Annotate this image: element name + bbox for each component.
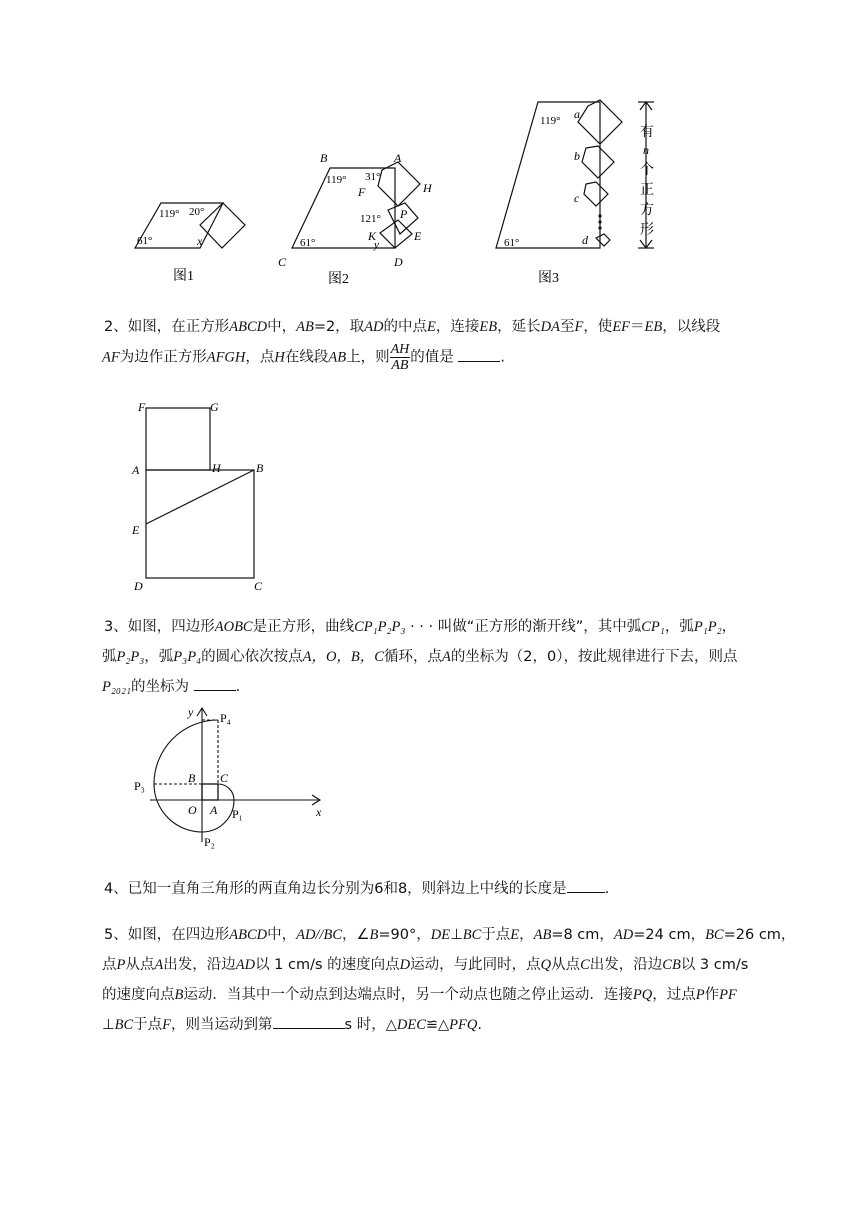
fig2-A: A xyxy=(394,151,402,165)
fig2-C: C xyxy=(278,255,287,269)
text-q5-B2: B xyxy=(174,987,184,1003)
fig2-F: F xyxy=(358,185,366,199)
text-q5-l1j: =26 cm， xyxy=(723,927,796,943)
text-q5-line3a: 的速度向点 xyxy=(102,987,175,1003)
text-q3-dots: · · · xyxy=(410,619,434,635)
q2fig-H: H xyxy=(212,461,221,475)
text-q2-AF: AF xyxy=(102,349,120,366)
fig3-b: b xyxy=(574,149,580,163)
text-q2-text-14: 上，则 xyxy=(346,349,390,366)
text-q2-E: E xyxy=(427,319,436,335)
text-q3-text-3: 叫做“正方形的渐开线”，其中弧 xyxy=(437,619,642,635)
text-q3-arc4: P₃P₄ xyxy=(173,649,202,665)
text-q2-EB2: EB xyxy=(644,319,663,335)
fig2-angle-61: 61° xyxy=(300,237,316,249)
text-q2-text-8: ，使 xyxy=(583,319,613,335)
q2fig-G: G xyxy=(210,400,219,414)
fig2-D: D xyxy=(394,255,403,269)
fig2-K: K xyxy=(368,229,377,243)
text-q5-F: F xyxy=(162,1017,172,1033)
text-q2-text-1: 如图，在正方形 xyxy=(127,319,230,335)
text-q5-line2b: 从点 xyxy=(125,957,155,973)
fig3-side-3: 正 xyxy=(640,183,654,198)
q3fig-P3: P₃ xyxy=(134,779,145,793)
text-q5-l1h: =8 cm， xyxy=(551,927,614,943)
text-q5-Q: Q xyxy=(540,957,552,973)
fig1-angle-61: 61° xyxy=(137,235,153,247)
text-q2-H: H xyxy=(274,349,285,366)
text-q5-CB: CB xyxy=(662,957,681,973)
question-5-line-3 xyxy=(102,980,802,1010)
answer-blank-q5[interactable] xyxy=(273,1028,345,1029)
question-5-line-2 xyxy=(102,950,802,980)
answer-blank-q4[interactable] xyxy=(567,892,605,893)
question-4 xyxy=(104,874,804,904)
text-q5-line3b: 运动．当其中一个动点到达端点时，另一个动点也随之停止运动．连接 xyxy=(183,987,633,1003)
fig3-caption: 图3 xyxy=(538,271,559,286)
text-q2-AB2: AB xyxy=(328,349,347,366)
figure-3 xyxy=(488,98,673,290)
text-q3-number: 3、 xyxy=(104,619,128,635)
question-3-line-3 xyxy=(102,672,802,702)
text-q5-cond1: AD//BC xyxy=(296,927,343,943)
text-q5-AD: AD xyxy=(613,927,634,943)
fig3-side-1: 有 xyxy=(640,125,654,140)
text-q5-line3d: 作 xyxy=(704,987,720,1003)
question-3 xyxy=(104,612,804,642)
text-q5-D: D xyxy=(399,957,411,973)
text-q3-text-10: 的坐标为（2，0），按此规律进行下去，则点 xyxy=(450,649,738,665)
text-q2-text-9: ＝ xyxy=(630,319,645,335)
text-q2-text-13: 在线段 xyxy=(284,349,329,366)
text-q5-line2h: 以 3 cm/s xyxy=(680,957,749,973)
q2fig-B: B xyxy=(256,461,264,475)
text-q5-l1e: ⊥ xyxy=(450,927,463,943)
text-q4-text: 4、已知一直角三角形的两直角边长分别为6和8，则斜边上中线的长度是 xyxy=(104,881,567,897)
text-q5-E: E xyxy=(510,927,520,943)
text-q3-curve: CP₁P₂P₃ xyxy=(354,619,406,635)
text-q3-text-4: ，弧 xyxy=(664,619,694,635)
fig2-angle-31: 31° xyxy=(365,171,381,183)
fig3-angle-119: 119° xyxy=(540,115,561,127)
text-q3-AOBC: AOBC xyxy=(214,619,253,635)
text-q5-line2d: 以 1 cm/s 的速度向点 xyxy=(255,957,400,973)
text-q5-ABCD: ABCD xyxy=(229,927,268,943)
q2fig-F: F xyxy=(138,400,146,414)
text-q3-arc1: CP₁ xyxy=(641,619,665,635)
text-q5-line4b: 于点 xyxy=(133,1017,163,1033)
figure-2 xyxy=(270,148,445,288)
q3fig-P2: P₂ xyxy=(204,835,215,849)
text-q2-text-11: 为边作正方形 xyxy=(119,349,207,366)
q2fig-C: C xyxy=(254,579,263,593)
text-q2-text-10: ，以线段 xyxy=(662,319,721,335)
text-q5-AD2: AD xyxy=(235,957,256,973)
question-5-line-4 xyxy=(102,1010,802,1040)
q3fig-P1: P₁ xyxy=(232,807,243,821)
text-q2-text-4: 的中点 xyxy=(383,319,428,335)
text-q5-l1g: ， xyxy=(519,927,534,943)
text-q3-P2021: P₂₀₂₁ xyxy=(102,679,132,695)
text-q3-arc3: P₂P₃ xyxy=(116,649,145,665)
text-q5-line2a: 点 xyxy=(102,957,117,973)
text-q2-text-2: 中， xyxy=(267,319,297,335)
figure-q2 xyxy=(128,396,278,596)
answer-blank-q3[interactable] xyxy=(194,690,236,691)
text-q2-text-7: 至 xyxy=(559,319,575,335)
fraction-ah-ab xyxy=(390,342,411,373)
fig1-var-x: x xyxy=(197,234,203,248)
text-q2-ABCD: ABCD xyxy=(229,319,268,335)
fig3-c: c xyxy=(574,191,580,205)
text-q5-PFQ: PFQ xyxy=(449,1017,478,1033)
text-q5-P2: P xyxy=(695,987,705,1003)
text-q3-A: A xyxy=(441,649,451,665)
text-q3-arc2: P₁P₂ xyxy=(693,619,722,635)
text-q5-line4a: ⊥ xyxy=(102,1017,115,1033)
question-2-line-2 xyxy=(102,342,802,373)
question-5 xyxy=(104,920,804,950)
q3fig-A: A xyxy=(210,803,218,817)
fig3-angle-61: 61° xyxy=(504,237,520,249)
text-q5-line2f: 从点 xyxy=(551,957,581,973)
text-q3-text-6: 弧 xyxy=(102,649,117,665)
q2fig-E: E xyxy=(132,523,140,537)
q3fig-x: x xyxy=(316,805,322,819)
q2fig-A: A xyxy=(132,463,140,477)
fig3-side-2: 个 xyxy=(640,163,654,178)
text-q2-DA: DA xyxy=(540,319,560,335)
text-q3-text-11: 的坐标为 xyxy=(131,679,190,695)
fig2-H: H xyxy=(423,181,432,195)
text-q5-C: C xyxy=(580,957,590,973)
text-q3-pts: A，O，B，C xyxy=(302,649,384,665)
text-q5-line4d: s 时，△ xyxy=(344,1017,397,1033)
text-q2-text-12: ，点 xyxy=(245,349,275,366)
text-q2-text-15: 的值是 xyxy=(410,349,454,366)
question-2 xyxy=(104,312,804,342)
q3fig-O: O xyxy=(188,803,197,817)
text-q3-text-5: ， xyxy=(721,619,737,635)
text-q5-DE: DE xyxy=(430,927,451,943)
text-q5-l1f: 于点 xyxy=(481,927,511,943)
text-q5-line4f: . xyxy=(477,1017,482,1033)
text-q5-line2e: 运动，与此同时，点 xyxy=(410,957,541,973)
q3fig-y: y xyxy=(188,705,194,719)
text-q5-Bv: B xyxy=(369,927,379,943)
q3fig-P4: P₄ xyxy=(220,711,231,725)
fig3-side-n: n xyxy=(643,143,649,157)
text-q5-PQ: PQ xyxy=(632,987,653,1003)
text-q5-DEC: DEC xyxy=(396,1017,426,1033)
fig1-caption: 图1 xyxy=(173,269,194,284)
text-q2-AD: AD xyxy=(364,319,384,335)
text-q2-EF: EF xyxy=(612,319,631,335)
fig2-P: P xyxy=(400,207,408,221)
text-q2-text-5: ，连接 xyxy=(435,319,480,335)
text-q5-line2c: 出发，沿边 xyxy=(163,957,236,973)
text-q3-text-7: ，弧 xyxy=(144,649,174,665)
fig3-side-5: 形 xyxy=(640,223,654,238)
text-q5-BC2: BC xyxy=(705,927,724,943)
text-q2-AB-eq: AB xyxy=(296,319,314,335)
text-q3-text-12: . xyxy=(235,679,241,695)
text-q2-F: F xyxy=(574,319,584,335)
fig2-angle-119: 119° xyxy=(326,174,347,186)
q3fig-B: B xyxy=(188,771,196,785)
text-q5-A: A xyxy=(154,957,164,973)
text-q5-AB: AB xyxy=(533,927,552,943)
text-q5-line3c: ，过点 xyxy=(652,987,696,1003)
fig2-B: B xyxy=(320,151,328,165)
figure-1 xyxy=(125,185,255,290)
fig2-angle-121: 121° xyxy=(360,213,381,225)
text-q2-text-6: ，延长 xyxy=(497,319,541,335)
question-3-line-2 xyxy=(102,642,802,672)
text-q5-l1i: =24 cm， xyxy=(633,927,706,943)
text-q3-text-2: 是正方形，曲线 xyxy=(252,619,355,635)
fig3-a: a xyxy=(574,107,580,121)
text-q2-EB: EB xyxy=(479,319,498,335)
text-q2-AFGH: AFGH xyxy=(206,349,246,366)
text-q3-text-8: 的圆心依次按点 xyxy=(201,649,303,665)
text-q5-BC: BC xyxy=(462,927,482,943)
text-q5-line2g: 出发，沿边 xyxy=(589,957,663,973)
fig2-var-y: y xyxy=(374,239,379,251)
text-q5-P: P xyxy=(116,957,126,973)
text-q2-text-16: . xyxy=(500,349,505,366)
text-q2-number: 2、 xyxy=(104,319,128,335)
fig1-angle-119: 119° xyxy=(159,208,180,220)
text-q5-PF: PF xyxy=(719,987,737,1003)
text-q5-l1b: 中， xyxy=(267,927,297,943)
text-q2-text-3: =2，取 xyxy=(313,319,365,335)
text-q5-line1: 5、如图，在四边形 xyxy=(104,927,230,943)
text-q5-l1d: =90°， xyxy=(378,927,431,943)
text-q2-frac-den: AB xyxy=(391,358,409,373)
fig2-E: E xyxy=(414,229,422,243)
q3fig-C: C xyxy=(220,771,229,785)
answer-blank-q2[interactable] xyxy=(458,361,500,362)
fig1-angle-20: 20° xyxy=(189,206,205,218)
q2fig-D: D xyxy=(134,579,143,593)
text-q5-BC3: BC xyxy=(114,1017,134,1033)
figure-q3 xyxy=(130,700,330,855)
fig2-caption: 图2 xyxy=(328,272,349,287)
text-q5-l1c: ，∠ xyxy=(342,927,370,943)
text-q2-frac-num: AH xyxy=(390,342,410,357)
fig3-d: d xyxy=(582,233,588,247)
fig3-side-4: 方 xyxy=(640,203,654,218)
text-q5-line4e: ≌△ xyxy=(425,1017,450,1033)
text-q3-text-9: 循环，点 xyxy=(383,649,442,665)
text-q4-end: . xyxy=(604,881,610,897)
text-q3-text-1: 如图，四边形 xyxy=(127,619,215,635)
text-q5-line4c: ，则当运动到第 xyxy=(171,1017,273,1033)
